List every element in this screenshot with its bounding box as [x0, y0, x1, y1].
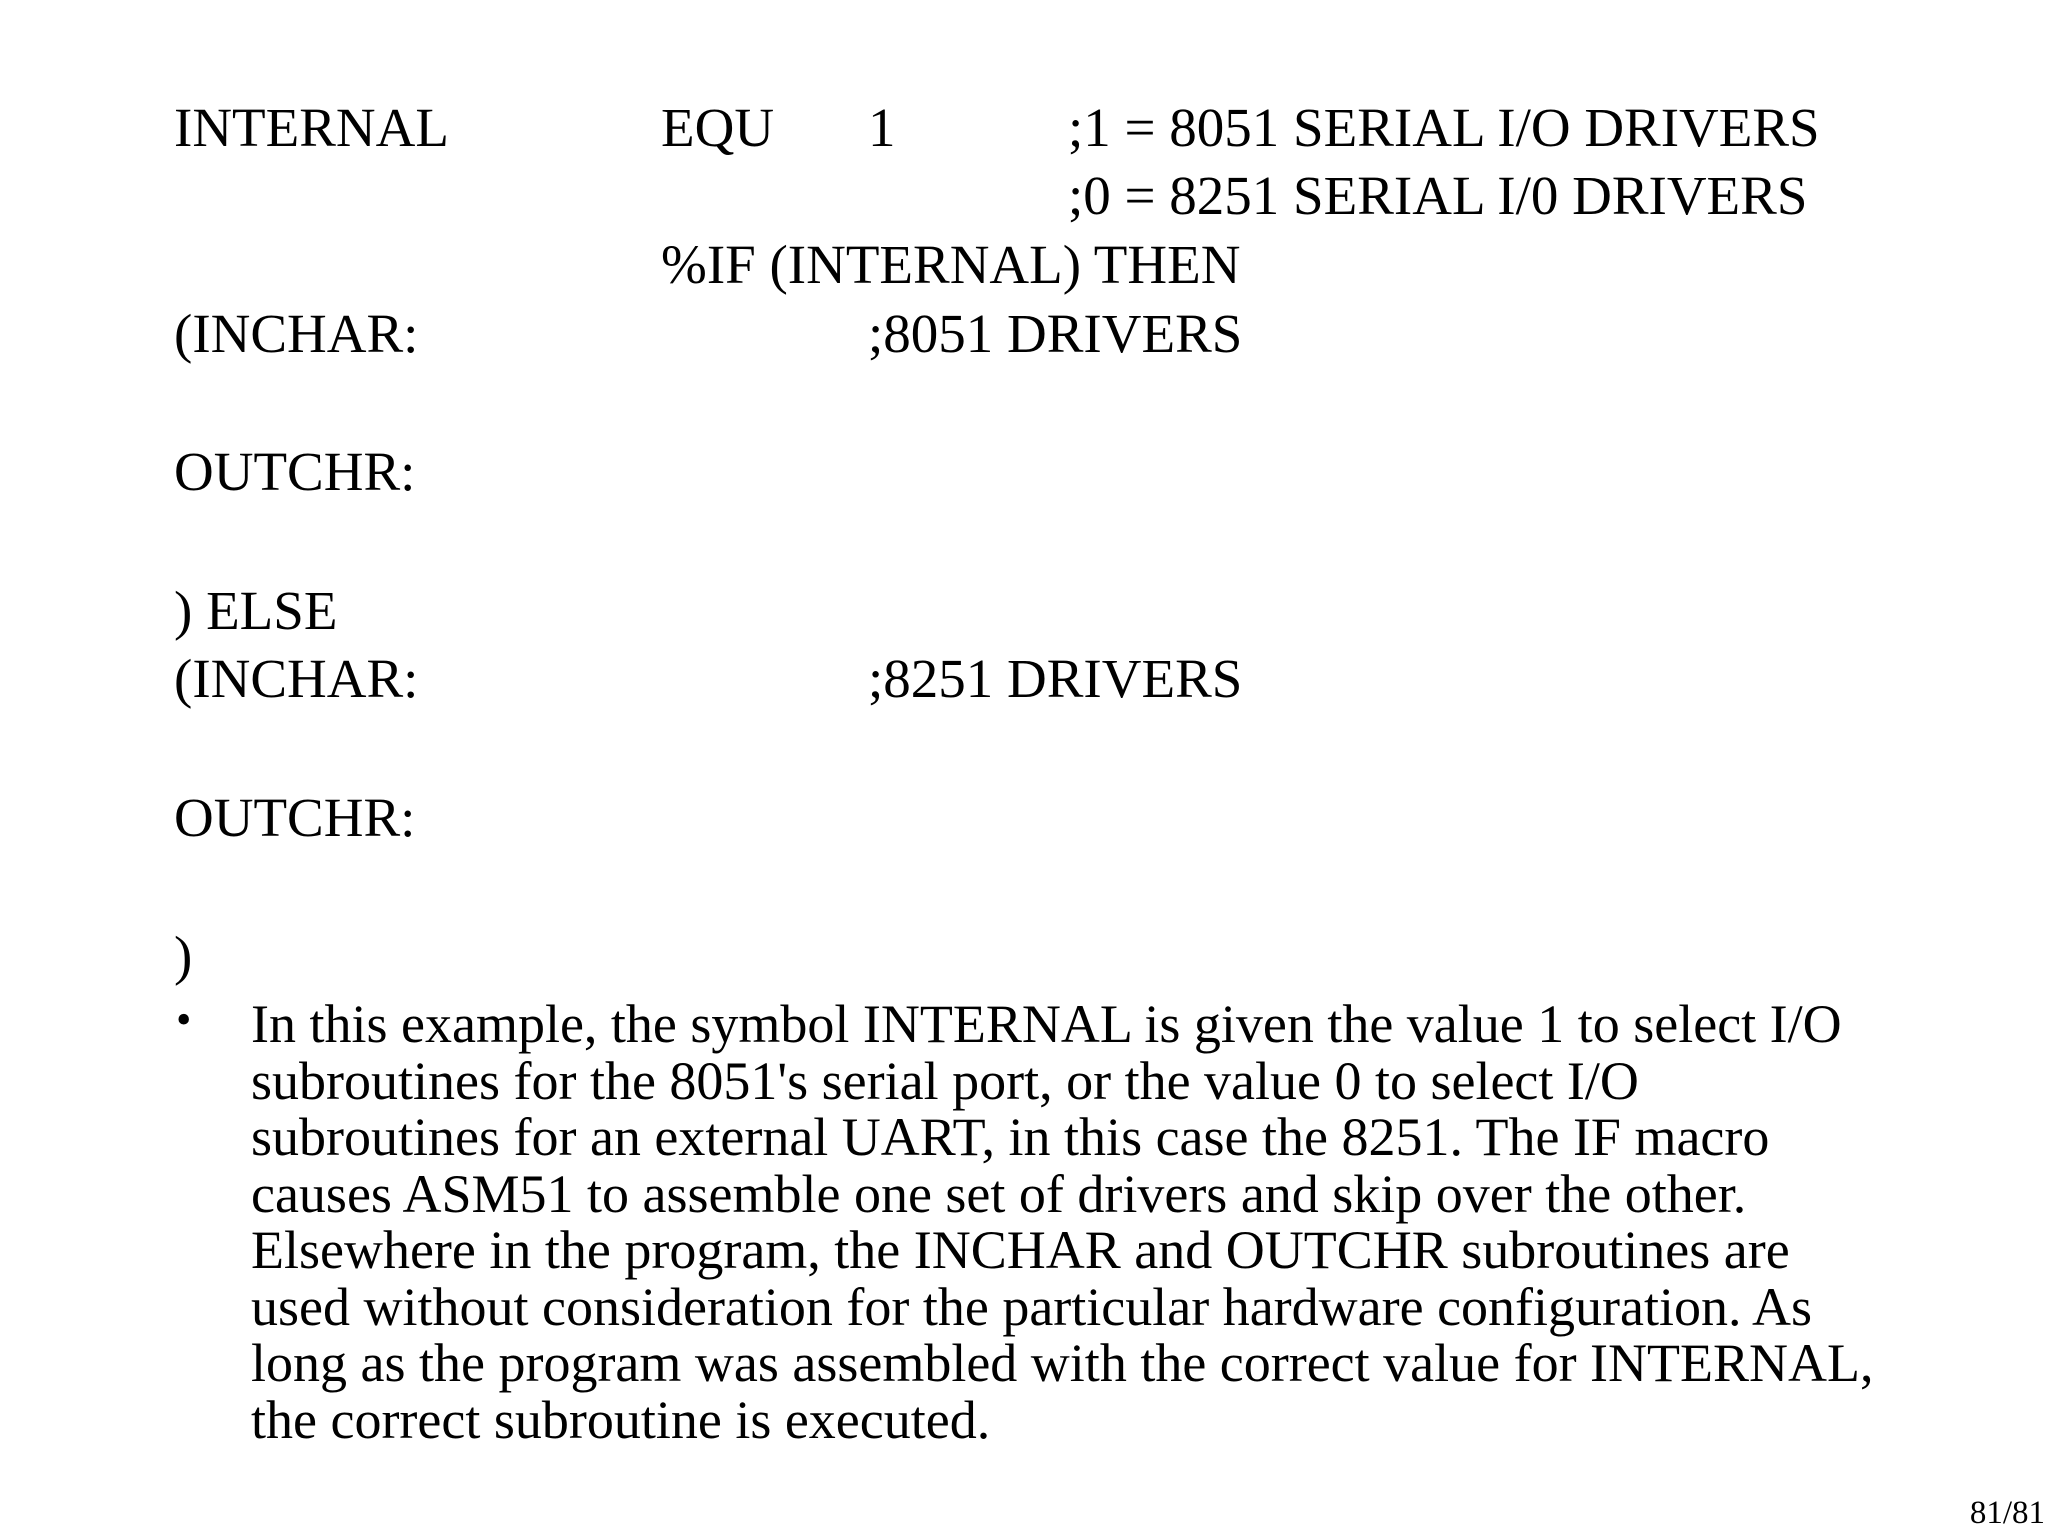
code-close-paren: ) [174, 925, 193, 986]
code-comment-8251-drivers: ;8251 DRIVERS [868, 648, 1243, 709]
code-value: 1 [868, 97, 896, 158]
code-comment-8051-drivers: ;8051 DRIVERS [868, 303, 1243, 364]
code-directive-equ: EQU [661, 97, 775, 158]
code-label-inchar: (INCHAR: [174, 648, 419, 709]
bullet-text: In this example, the symbol INTERNAL is given the value 1 to select I/O subroutines for the 8051's serial port, or the value 0 to select I/O subroutines for an external UART, in this case the 8251. The IF macro causes ASM51 to assemble one set of drivers and skip over the other. Elsewhere in the program, the INCHAR and OUTCHR subroutines are used without consideration for the particular hardware configuration. As long as the program was assembled with the correct value for INTERNAL, the correct subroutine is executed. [251, 994, 1874, 1450]
code-label-outchr: OUTCHR: [174, 441, 416, 502]
code-if-directive: %IF (INTERNAL) THEN [661, 234, 1241, 295]
code-else: ) ELSE [174, 580, 338, 641]
page-number: 81/81 [1969, 1495, 2045, 1531]
code-label-outchr: OUTCHR: [174, 787, 416, 848]
bullet-icon: • [176, 995, 192, 1044]
code-comment-8251-serial: ;0 = 8251 SERIAL I/0 DRIVERS [1068, 165, 1808, 226]
code-label-inchar: (INCHAR: [174, 303, 419, 364]
code-comment-8051-serial: ;1 = 8051 SERIAL I/O DRIVERS [1068, 97, 1820, 158]
code-label-internal: INTERNAL [174, 97, 449, 158]
